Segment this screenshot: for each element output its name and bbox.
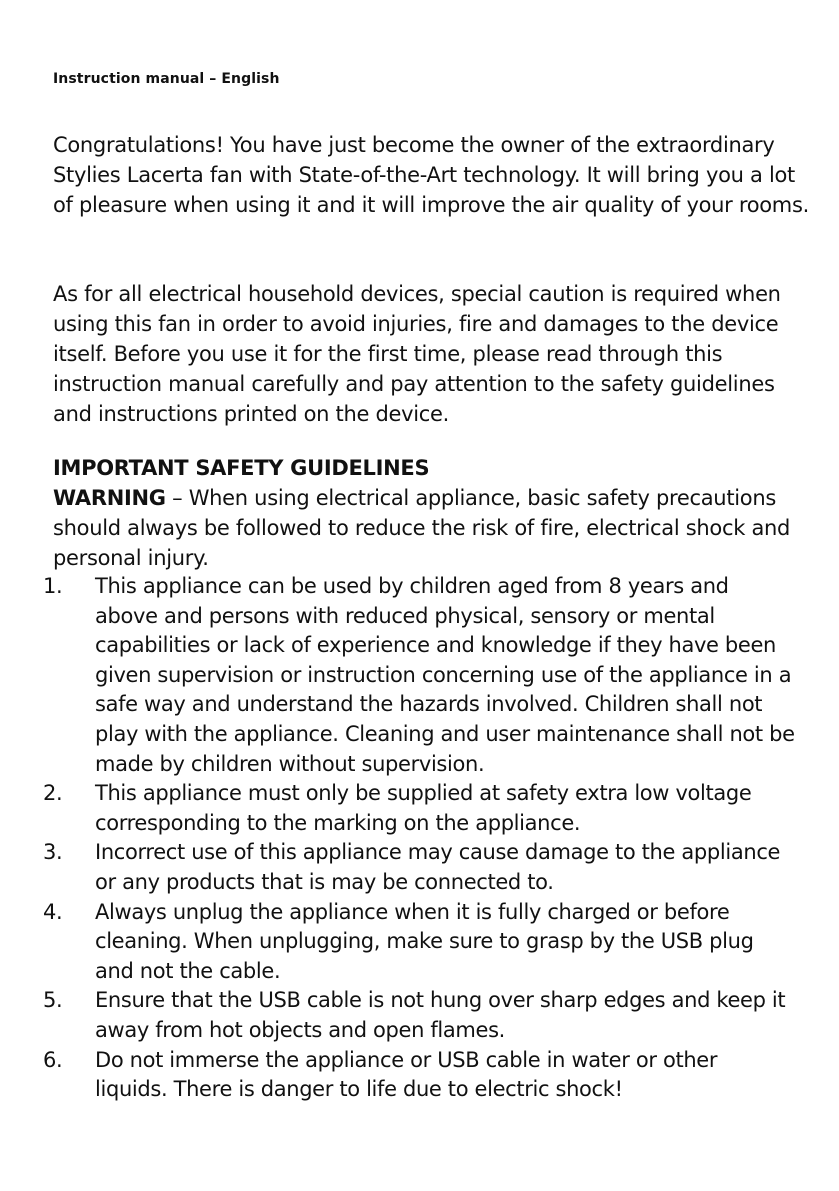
- warning-text: – When using electrical appliance, basic safety precautions should always be followed to reduce the risk of fire, electrical shock and personal injury.: [53, 486, 791, 570]
- list-item-number: 6.: [43, 1047, 63, 1072]
- list-item-number: 1.: [43, 574, 63, 598]
- list-item: [0, 1046, 795, 1105]
- list-item-text: This appliance must only be supplied at safety extra low voltage corresponding to the marking on the appliance.: [95, 781, 752, 835]
- list-item: [0, 898, 795, 987]
- safety-heading: IMPORTANT SAFETY GUIDELINES: [53, 456, 430, 480]
- page-header: Instruction manual – English: [53, 71, 280, 87]
- safety-list: [0, 572, 839, 1105]
- intro-paragraph-1: Congratulations! You have just become the owner of the extraordinary Stylies Lacerta fan with State-of-the-Art technology. It will bring you a lot of pleasure when using it and it will improve the air quality of your rooms.: [53, 133, 809, 217]
- list-item: [0, 779, 795, 838]
- list-item-number: 4.: [43, 899, 63, 924]
- list-item-text: Incorrect use of this appliance may cause damage to the appliance or any products that is may be connected to.: [95, 840, 781, 894]
- list-item-text: This appliance can be used by children aged from 8 years and above and persons with reduced physical, sensory or mental capabilities or lack of experience and knowledge if they have been given supervision or instruction concerning use of the appliance in a safe way and understand the hazards involved. Children shall not play with the appliance. Cleaning and user maintenance shall not be made by children without supervision.: [95, 574, 795, 776]
- list-item: [0, 572, 795, 779]
- list-item-text: Always unplug the appliance when it is fully charged or before cleaning. When unplugging, make sure to grasp by the USB plug and not the cable.: [95, 899, 754, 983]
- list-item: [0, 838, 795, 897]
- list-item-number: 5.: [43, 988, 63, 1013]
- list-item-number: 2.: [43, 781, 63, 806]
- list-item-text: Do not immerse the appliance or USB cable in water or other liquids. There is danger to life due to electric shock!: [95, 1047, 718, 1102]
- warning-paragraph: [53, 483, 813, 573]
- list-item-text: Ensure that the USB cable is not hung over sharp edges and keep it away from hot objects and open flames.: [95, 988, 786, 1042]
- list-item: [0, 986, 795, 1045]
- warning-label: WARNING: [53, 486, 166, 510]
- intro-paragraph-2: As for all electrical household devices, special caution is required when using this fan in order to avoid injuries, fire and damages to the device itself. Before you use it for the first time, please read through this instruction manual carefully and pay attention to the safety guidelines and instructions printed on the device.: [53, 282, 781, 426]
- list-item-number: 3.: [43, 840, 63, 865]
